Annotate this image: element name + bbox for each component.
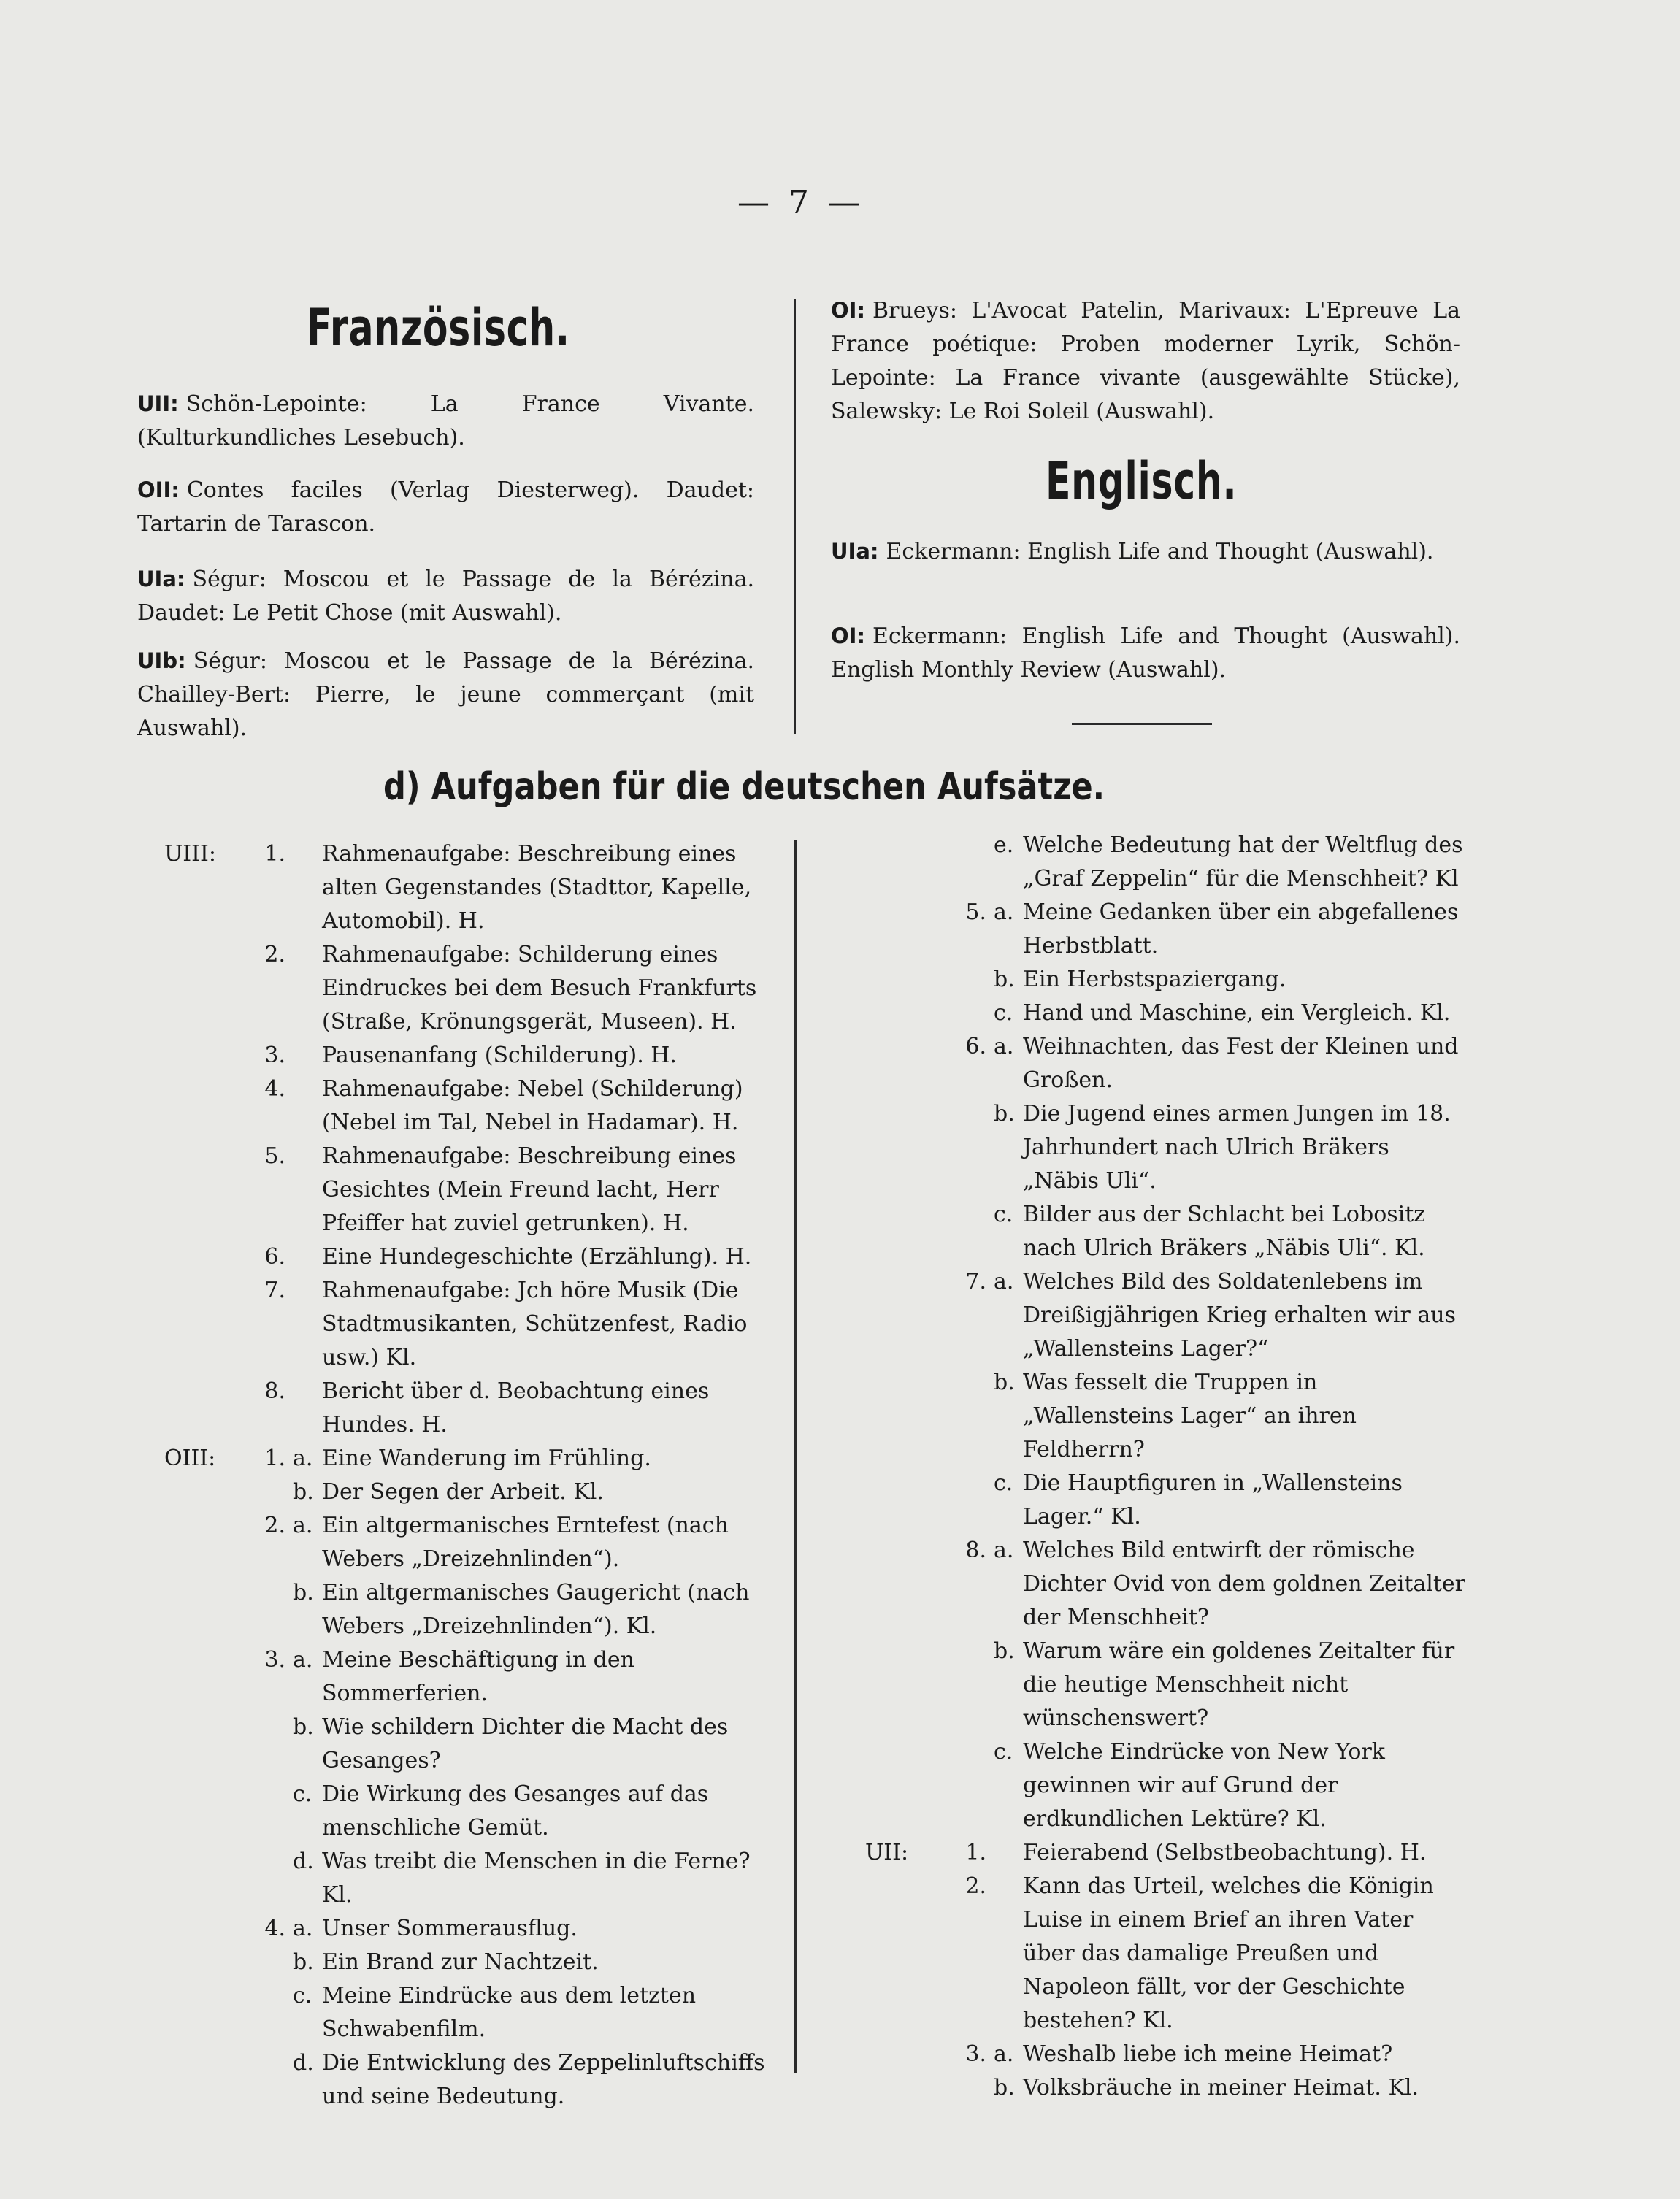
class-label: UII: <box>865 1840 909 1865</box>
item-text: Warum wäre ein goldenes Zeitalter für die heutige Menschheit nicht wünschenswert? <box>1023 1638 1455 1731</box>
item-letter: c. <box>994 1739 1013 1765</box>
entry-franz-oi <box>831 293 1460 429</box>
class-tag: UIa: <box>831 539 879 564</box>
item-letter: c. <box>994 1000 1013 1026</box>
list-item <box>865 829 1468 896</box>
heading-franzoesisch: Französisch. <box>307 298 570 358</box>
item-number: 5. <box>965 899 986 925</box>
item-text: Welches Bild entwirft der römische Dichter Ovid von dem goldnen Zeitalter der Menschheit? <box>1023 1538 1466 1630</box>
item-letter: a. <box>994 1538 1014 1563</box>
item-letter: a. <box>293 1513 313 1538</box>
list-item <box>865 1030 1468 1097</box>
list-item <box>164 2046 770 2114</box>
item-text: Die Jugend eines armen Jungen im 18. Jahrhundert nach Ulrich Bräkers „Näbis Uli“. <box>1023 1101 1451 1194</box>
item-text: Weihnachten, das Fest der Kleinen und Großen. <box>1023 1034 1459 1093</box>
item-text: Rahmenaufgabe: Nebel (Schilderung) (Nebel im Tal, Nebel in Hadamar). H. <box>322 1076 743 1135</box>
item-text: Weshalb liebe ich meine Heimat? <box>1023 2041 1393 2067</box>
item-letter: a. <box>293 1916 313 1941</box>
entry-engl-oi <box>831 619 1460 687</box>
item-text: Was treibt die Menschen in die Ferne? Kl. <box>322 1849 751 1908</box>
item-text: Rahmenaufgabe: Beschreibung eines alten Gegenstandes (Stadttor, Kapelle, Automobil). H. <box>322 841 752 934</box>
entry-text: Ségur: Moscou et le Passage de la Bérézina. Chailley-Bert: Pierre, le jeune commerçant (mit Auswahl). <box>137 648 754 741</box>
list-item <box>164 1274 770 1375</box>
item-text: Die Hauptfiguren in „Wallensteins Lager.“ Kl. <box>1023 1470 1403 1530</box>
entry-franz-uii <box>137 387 754 455</box>
item-letter: b. <box>994 1370 1015 1395</box>
item-text: Die Entwicklung des Zeppelinluftschiffs und seine Bedeutung. <box>322 2050 765 2109</box>
entry-franz-uib <box>137 644 754 745</box>
list-item <box>164 1845 770 1912</box>
list-item <box>164 1375 770 1442</box>
item-text: Meine Gedanken über ein abgefallenes Herbstblatt. <box>1023 899 1459 959</box>
list-item <box>164 1475 770 1509</box>
item-text: Pausenanfang (Schilderung). H. <box>322 1043 677 1068</box>
item-letter: a. <box>293 1647 313 1673</box>
item-number: 5. <box>264 1143 285 1169</box>
class-label: UIII: <box>164 841 216 867</box>
item-letter: a. <box>994 899 1014 925</box>
item-number: 6. <box>264 1244 285 1270</box>
entry-text: Ségur: Moscou et le Passage de la Bérézina. Daudet: Le Petit Chose (mit Auswahl). <box>137 567 754 626</box>
item-letter: b. <box>293 1479 314 1505</box>
item-number: 2. <box>965 1873 986 1899</box>
item-letter: c. <box>293 1781 312 1807</box>
item-number: 3. <box>965 2041 986 2067</box>
item-letter: b. <box>293 1949 314 1975</box>
item-text: Eine Wanderung im Frühling. <box>322 1446 651 1471</box>
heading-englisch: Englisch. <box>1046 451 1238 511</box>
entry-text: Eckermann: English Life and Thought (Auswahl). English Monthly Review (Auswahl). <box>831 623 1460 683</box>
item-letter: d. <box>293 2050 314 2076</box>
list-item <box>865 1635 1468 1735</box>
entry-text: Eckermann: English Life and Thought (Auswahl). <box>886 539 1434 564</box>
list-item <box>164 1240 770 1274</box>
list-item <box>164 1946 770 1979</box>
list-item <box>865 1097 1468 1198</box>
item-text: Meine Beschäftigung in den Sommerferien. <box>322 1647 634 1706</box>
item-letter: a. <box>293 1446 313 1471</box>
item-letter: c. <box>994 1202 1013 1227</box>
item-text: Welches Bild des Soldatenlebens im Dreißigjährigen Krieg erhalten wir aus „Wallensteins Lager?“ <box>1023 1269 1456 1362</box>
entry-franz-uia <box>137 562 754 630</box>
list-item <box>164 1979 770 2046</box>
list-item <box>865 1735 1468 1836</box>
item-number: 8. <box>264 1378 285 1404</box>
item-text: Wie schildern Dichter die Macht des Gesanges? <box>322 1714 729 1773</box>
heading-aufsaetze: d) Aufgaben für die deutschen Aufsätze. <box>383 765 1105 809</box>
list-item <box>164 1509 770 1576</box>
item-text: Rahmenaufgabe: Schilderung eines Eindruckes bei dem Besuch Frankfurts (Straße, Krönungsgerät, Museen). H. <box>322 942 757 1035</box>
list-item <box>164 1072 770 1140</box>
item-letter: b. <box>293 1580 314 1605</box>
list-item <box>865 1534 1468 1635</box>
column-divider-top <box>794 299 796 734</box>
list-item <box>164 1039 770 1072</box>
page-number: — 7 — <box>737 184 864 221</box>
item-number: 4. <box>264 1916 285 1941</box>
section-rule <box>1072 723 1212 725</box>
list-item <box>164 938 770 1039</box>
item-text: Die Wirkung des Gesanges auf das menschliche Gemüt. <box>322 1781 709 1841</box>
item-text: Meine Eindrücke aus dem letzten Schwabenfilm. <box>322 1983 697 2042</box>
entry-franz-oii <box>137 473 754 541</box>
list-item <box>865 2071 1468 2105</box>
item-letter: b. <box>994 1101 1015 1127</box>
entry-text: Contes faciles (Verlag Diesterweg). Daudet: Tartarin de Tarascon. <box>137 477 754 537</box>
item-number: 3. <box>264 1043 285 1068</box>
list-item <box>865 1467 1468 1534</box>
entry-text: Brueys: L'Avocat Patelin, Marivaux: L'Epreuve La France poétique: Proben moderner Lyrik, Schön-Lepointe: La France vivante (ausgewählte Stücke), Salewsky: Le Roi Soleil (Auswahl). <box>831 298 1460 424</box>
item-letter: c. <box>293 1983 312 2008</box>
list-item <box>865 1836 1468 1870</box>
list-item <box>865 997 1468 1030</box>
item-text: Ein Brand zur Nachtzeit. <box>322 1949 599 1975</box>
list-item <box>164 1778 770 1845</box>
class-tag: OII: <box>137 477 180 502</box>
item-text: Unser Sommerausflug. <box>322 1916 578 1941</box>
aufgaben-list-right <box>865 829 1468 2105</box>
list-item <box>164 1711 770 1778</box>
item-number: 7. <box>264 1278 285 1303</box>
item-number: 8. <box>965 1538 986 1563</box>
list-item <box>865 896 1468 963</box>
item-letter: b. <box>994 967 1015 992</box>
item-text: Welche Bedeutung hat der Weltflug des „Graf Zeppelin“ für die Menschheit? Kl <box>1023 832 1463 891</box>
item-letter: d. <box>293 1849 314 1874</box>
list-item <box>164 837 770 938</box>
list-item <box>865 1870 1468 2038</box>
item-letter: a. <box>994 2041 1014 2067</box>
item-text: Welche Eindrücke von New York gewinnen wir auf Grund der erdkundlichen Lektüre? Kl. <box>1023 1739 1385 1832</box>
item-letter: b. <box>994 1638 1015 1664</box>
item-text: Bilder aus der Schlacht bei Lobositz nach Ulrich Bräkers „Näbis Uli“. Kl. <box>1023 1202 1426 1261</box>
item-number: 3. <box>264 1647 285 1673</box>
list-item <box>164 1576 770 1643</box>
item-text: Ein altgermanisches Gaugericht (nach Webers „Dreizehnlinden“). Kl. <box>322 1580 750 1639</box>
item-number: 1. <box>264 1446 285 1471</box>
item-letter: e. <box>994 832 1014 858</box>
item-text: Hand und Maschine, ein Vergleich. Kl. <box>1023 1000 1451 1026</box>
list-item <box>164 1140 770 1240</box>
list-item <box>164 1442 770 1475</box>
list-item <box>164 1912 770 1946</box>
item-text: Volksbräuche in meiner Heimat. Kl. <box>1023 2075 1419 2100</box>
class-tag: UIb: <box>137 648 186 673</box>
item-text: Bericht über d. Beobachtung eines Hundes. H. <box>322 1378 710 1438</box>
item-text: Rahmenaufgabe: Jch höre Musik (Die Stadtmusikanten, Schützenfest, Radio usw.) Kl. <box>322 1278 748 1370</box>
class-label: OIII: <box>164 1446 216 1471</box>
item-number: 4. <box>264 1076 285 1102</box>
item-text: Ein Herbstspaziergang. <box>1023 967 1286 992</box>
item-number: 2. <box>264 942 285 967</box>
item-text: Feierabend (Selbstbeobachtung). H. <box>1023 1840 1427 1865</box>
item-number: 6. <box>965 1034 986 1059</box>
list-item <box>865 1366 1468 1467</box>
item-number: 1. <box>965 1840 986 1865</box>
item-letter: b. <box>293 1714 314 1740</box>
aufgaben-list-left <box>164 837 770 2114</box>
class-tag: UIa: <box>137 567 185 591</box>
class-tag: OI: <box>831 298 866 323</box>
item-text: Der Segen der Arbeit. Kl. <box>322 1479 604 1505</box>
entry-engl-uia <box>831 534 1460 569</box>
item-text: Rahmenaufgabe: Beschreibung eines Gesichtes (Mein Freund lacht, Herr Pfeiffer hat zuviel getrunken). H. <box>322 1143 737 1236</box>
item-number: 1. <box>264 841 285 867</box>
list-item <box>865 1265 1468 1366</box>
item-text: Ein altgermanisches Erntefest (nach Webers „Dreizehnlinden“). <box>322 1513 729 1572</box>
item-letter: a. <box>994 1034 1014 1059</box>
class-tag: OI: <box>831 623 866 648</box>
item-text: Kann das Urteil, welches die Königin Luise in einem Brief an ihren Vater über das damalige Preußen und Napoleon fällt, vor der Geschichte bestehen? Kl. <box>1023 1873 1434 2033</box>
item-text: Was fesselt die Truppen in „Wallensteins Lager“ an ihren Feldherrn? <box>1023 1370 1357 1462</box>
item-letter: c. <box>994 1470 1013 1496</box>
item-text: Eine Hundegeschichte (Erzählung). H. <box>322 1244 752 1270</box>
list-item <box>865 2038 1468 2071</box>
class-tag: UII: <box>137 391 179 416</box>
item-number: 2. <box>264 1513 285 1538</box>
item-letter: b. <box>994 2075 1015 2100</box>
list-item <box>865 963 1468 997</box>
item-letter: a. <box>994 1269 1014 1294</box>
list-item <box>164 1643 770 1711</box>
entry-text: Schön-Lepointe: La France Vivante. (Kulturkundliches Lesebuch). <box>137 391 754 450</box>
column-divider-bottom <box>794 840 797 2073</box>
item-number: 7. <box>965 1269 986 1294</box>
list-item <box>865 1198 1468 1265</box>
